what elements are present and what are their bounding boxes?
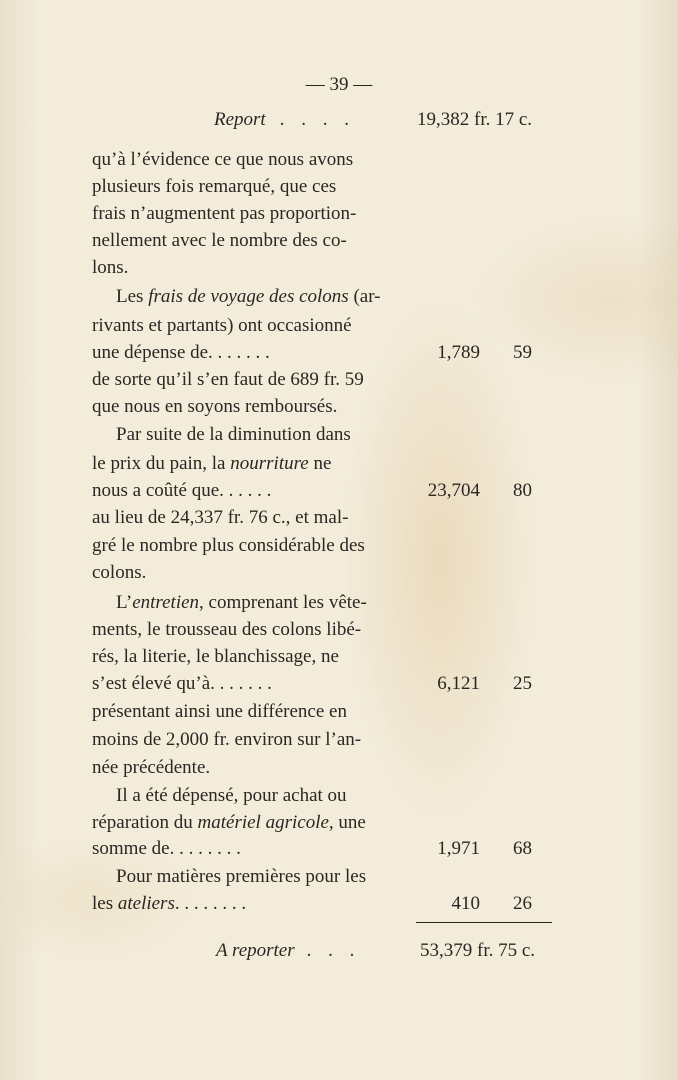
entretien-centimes: 25 bbox=[513, 673, 532, 694]
report-row bbox=[214, 106, 355, 133]
report-amount: 19,382 fr. 17 c. bbox=[417, 109, 533, 130]
voyage-line-1: Les frais de voyage des colons (ar- bbox=[116, 286, 381, 307]
entretien-line-5: présentant ainsi une différence en bbox=[92, 701, 347, 722]
materiel-francs: 1,971 bbox=[437, 838, 480, 859]
entretien-line-1: L’entretien, comprenant les vête- bbox=[116, 592, 367, 613]
a-reporter-amount: 53,379 fr. 75 c. bbox=[420, 940, 536, 961]
ateliers-centimes: 26 bbox=[513, 893, 532, 914]
text-line: qu’à l’évidence ce que nous avons bbox=[92, 149, 354, 170]
text-line: lons. bbox=[92, 257, 129, 278]
entretien-francs: 6,121 bbox=[437, 673, 480, 694]
nourriture-line-4: au lieu de 24,337 fr. 76 c., et mal- bbox=[92, 507, 349, 528]
ateliers-line-1: Pour matières premières pour les bbox=[116, 866, 367, 887]
nourriture-francs: 23,704 bbox=[427, 480, 480, 501]
text-line: nellement avec le nombre des co- bbox=[92, 230, 347, 251]
entretien-line-2: ments, le trousseau des colons libé- bbox=[92, 619, 362, 640]
nourriture-line-1: Par suite de la diminution dans bbox=[116, 424, 351, 445]
nourriture-line-5: gré le nombre plus considérable des bbox=[92, 535, 365, 556]
a-reporter-dots: . . . bbox=[306, 940, 361, 961]
a-reporter-row bbox=[216, 937, 360, 964]
entretien-line-4: s’est élevé qu’à. . . . . . . bbox=[92, 673, 272, 694]
text-line: plusieurs fois remarqué, que ces bbox=[92, 176, 337, 197]
text-line: frais n’augmentent pas proportion- bbox=[92, 203, 357, 224]
nourriture-centimes: 80 bbox=[513, 480, 532, 501]
materiel-line-2: réparation du matériel agricole, une bbox=[92, 812, 366, 833]
nourriture-line-2: le prix du pain, la nourriture ne bbox=[92, 453, 332, 474]
nourriture-line-6: colons. bbox=[92, 562, 147, 583]
materiel-line-1: Il a été dépensé, pour achat ou bbox=[116, 785, 347, 806]
ateliers-line-2: les ateliers. . . . . . . . bbox=[92, 893, 247, 914]
materiel-line-3: somme de. . . . . . . . bbox=[92, 838, 241, 859]
materiel-centimes: 68 bbox=[513, 838, 532, 859]
entretien-line-3: rés, la literie, le blanchissage, ne bbox=[92, 646, 339, 667]
voyage-line-5: que nous en soyons remboursés. bbox=[92, 396, 338, 417]
voyage-centimes: 59 bbox=[513, 342, 532, 363]
total-rule bbox=[416, 922, 552, 923]
voyage-line-4: de sorte qu’il s’en faut de 689 fr. 59 bbox=[92, 369, 364, 390]
a-reporter-label: A reporter bbox=[216, 940, 295, 961]
report-dots: . . . . bbox=[279, 109, 355, 130]
voyage-francs: 1,789 bbox=[437, 342, 480, 363]
entretien-line-7: née précédente. bbox=[92, 757, 211, 778]
entretien-line-6: moins de 2,000 fr. environ sur l’an- bbox=[92, 729, 362, 750]
voyage-line-2: rivants et partants) ont occasionné bbox=[92, 315, 352, 336]
voyage-line-3: une dépense de. . . . . . . bbox=[92, 342, 270, 363]
nourriture-line-3: nous a coûté que. . . . . . bbox=[92, 480, 272, 501]
page-number: — 39 — bbox=[305, 74, 373, 95]
ateliers-francs: 410 bbox=[451, 893, 480, 914]
report-label: Report bbox=[214, 109, 266, 130]
